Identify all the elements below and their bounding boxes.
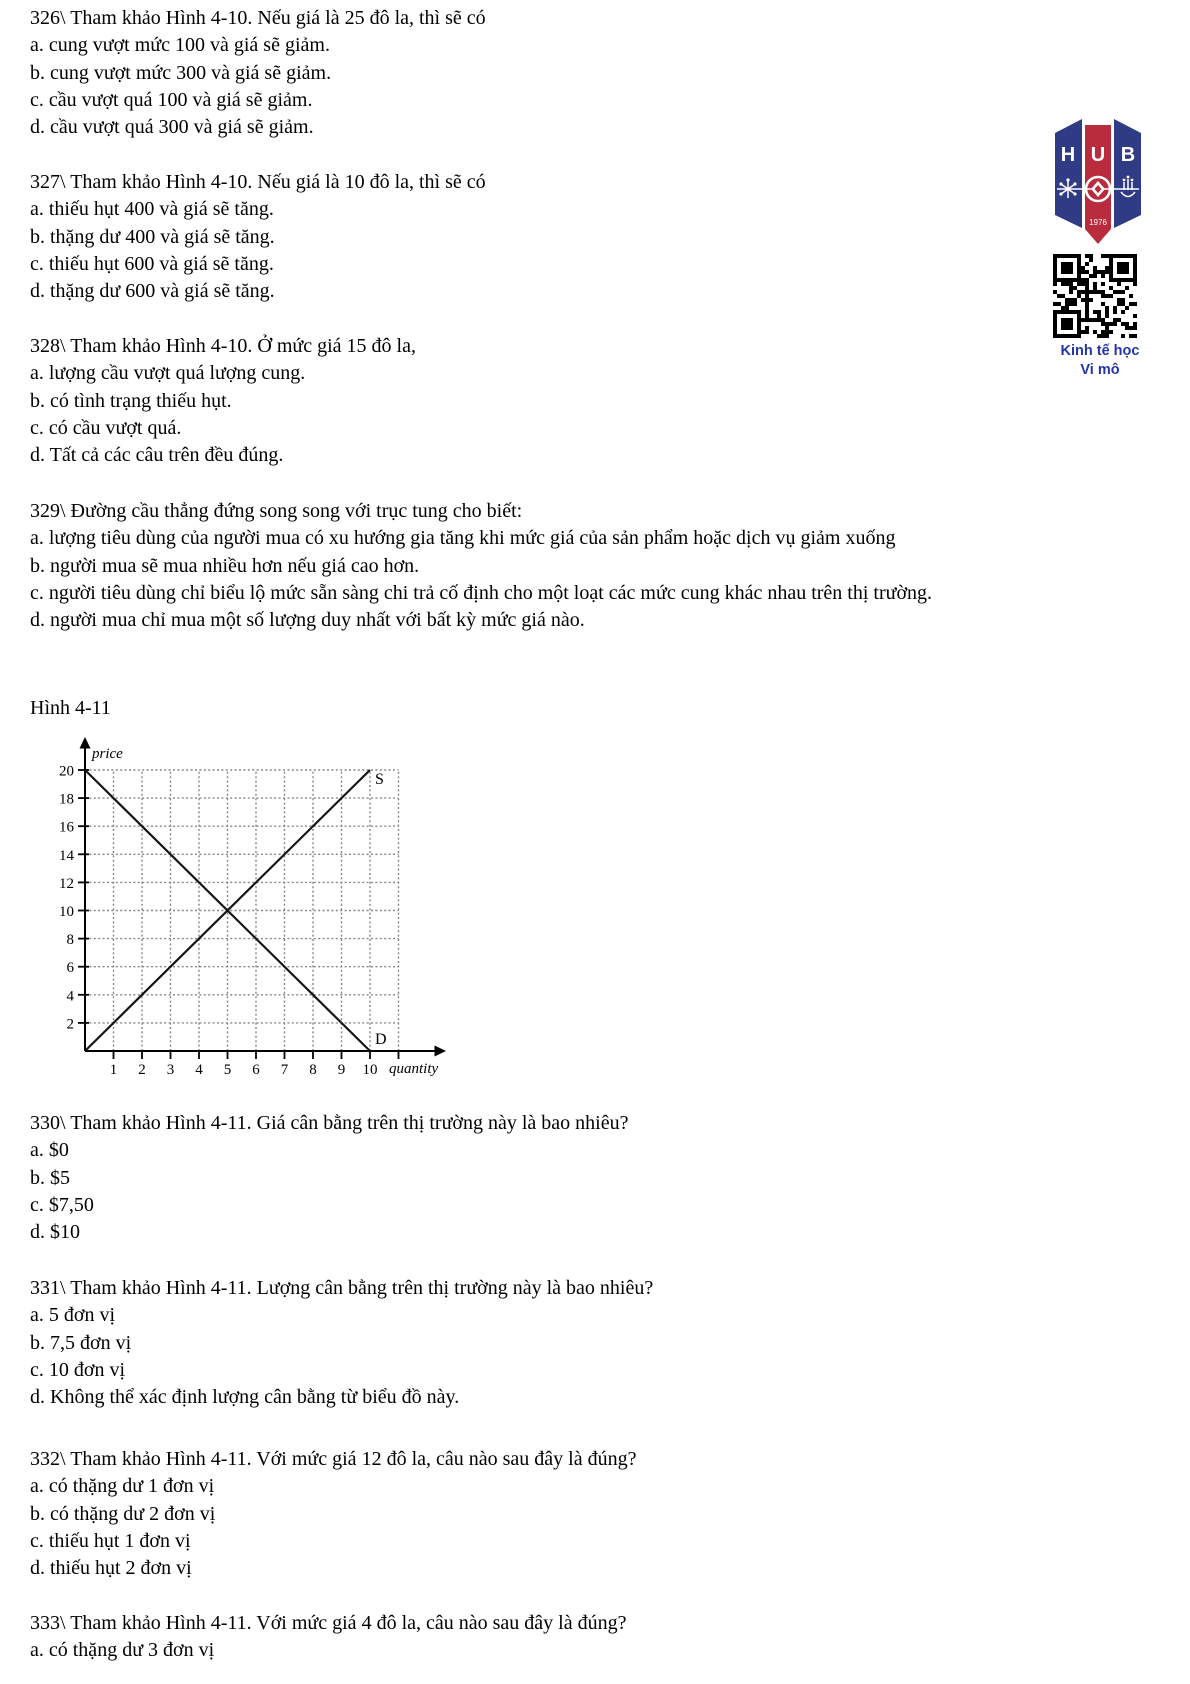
option-d: d. Tất cả các câu trên đều đúng. xyxy=(30,444,284,467)
option-d: d. người mua chỉ mua một số lượng duy nhất với bất kỳ mức giá nào. xyxy=(30,609,585,632)
option-d: d. $10 xyxy=(30,1221,80,1244)
option-b: b. thặng dư 400 và giá sẽ tăng. xyxy=(30,225,275,248)
svg-text:3: 3 xyxy=(166,1062,175,1078)
logo-letter-b: B xyxy=(1120,144,1136,166)
option-c: c. cầu vượt quá 100 và giá sẽ giảm. xyxy=(30,88,313,111)
option-c: c. thiếu hụt 1 đơn vị xyxy=(30,1529,191,1552)
option-c: c. $7,50 xyxy=(30,1193,94,1216)
option-d: d. Không thể xác định lượng cân bằng từ biểu đồ này. xyxy=(30,1386,460,1409)
option-c: c. người tiêu dùng chỉ biểu lộ mức sẵn sàng chi trả cố định cho một loạt các mức cung khác nhau trên thị trường. xyxy=(30,581,933,604)
svg-text:12: 12 xyxy=(59,875,74,892)
svg-text:quantity: quantity xyxy=(389,1061,439,1077)
option-b: b. người mua sẽ mua nhiều hơn nếu giá cao hơn. xyxy=(30,554,420,577)
question-331 xyxy=(30,1275,653,1411)
hub-university-logo xyxy=(1052,116,1144,248)
supply-demand-chart xyxy=(45,733,465,1085)
option-b: b. có thặng dư 2 đơn vị xyxy=(30,1502,216,1525)
svg-text:1: 1 xyxy=(109,1062,118,1078)
option-a: a. có thặng dư 1 đơn vị xyxy=(30,1475,215,1498)
option-a: a. thiếu hụt 400 và giá sẽ tăng. xyxy=(30,198,274,221)
logo-year: 1976 xyxy=(1089,218,1107,227)
question-text: 326\ Tham khảo Hình 4-10. Nếu giá là 25 đô la, thì sẽ có xyxy=(30,7,486,29)
option-c: c. thiếu hụt 600 và giá sẽ tăng. xyxy=(30,252,274,275)
question-330 xyxy=(30,1110,629,1246)
svg-text:8: 8 xyxy=(309,1062,317,1078)
question-text: 330\ Tham khảo Hình 4-11. Giá cân bằng trên thị trường này là bao nhiêu? xyxy=(30,1112,629,1134)
question-text: 333\ Tham khảo Hình 4-11. Với mức giá 4 đô la, câu nào sau đây là đúng? xyxy=(30,1612,627,1634)
option-b: b. có tình trạng thiếu hụt. xyxy=(30,389,232,412)
logo-right-stripe xyxy=(1114,119,1141,228)
svg-text:10: 10 xyxy=(362,1062,378,1078)
question-328 xyxy=(30,333,416,469)
option-c: c. có cầu vượt quá. xyxy=(30,416,182,439)
svg-text:2: 2 xyxy=(66,1016,74,1033)
option-a: a. $0 xyxy=(30,1139,69,1162)
svg-text:S: S xyxy=(375,771,384,788)
figure-title: Hình 4-11 xyxy=(30,697,111,719)
brand-caption-line1: Kinh tế học xyxy=(1060,343,1140,359)
question-text: 328\ Tham khảo Hình 4-10. Ở mức giá 15 đô la, xyxy=(30,335,416,357)
svg-text:20: 20 xyxy=(59,763,74,780)
svg-text:price: price xyxy=(92,746,123,762)
question-329 xyxy=(30,498,932,634)
option-b: b. $5 xyxy=(30,1166,70,1189)
qr-code xyxy=(1052,253,1138,339)
option-b: b. 7,5 đơn vị xyxy=(30,1331,132,1354)
question-333 xyxy=(30,1610,626,1665)
question-327 xyxy=(30,169,486,305)
option-b: b. cung vượt mức 300 và giá sẽ giảm. xyxy=(30,61,332,84)
svg-text:2: 2 xyxy=(138,1062,146,1078)
logo-left-stripe xyxy=(1055,119,1082,228)
question-326 xyxy=(30,5,486,141)
option-a: a. cung vượt mức 100 và giá sẽ giảm. xyxy=(30,34,330,57)
svg-text:9: 9 xyxy=(337,1062,346,1078)
option-a: a. lượng cầu vượt quá lượng cung. xyxy=(30,362,306,385)
brand-caption-line2: Vi mô xyxy=(1080,362,1120,378)
svg-text:4: 4 xyxy=(195,1062,203,1078)
question-text: 332\ Tham khảo Hình 4-11. Với mức giá 12 đô la, câu nào sau đây là đúng? xyxy=(30,1448,637,1470)
svg-text:18: 18 xyxy=(59,791,74,808)
logo-letter-h: H xyxy=(1060,144,1076,166)
brand-block xyxy=(1030,110,1170,400)
svg-text:8: 8 xyxy=(66,932,74,949)
svg-text:7: 7 xyxy=(280,1062,289,1078)
option-a: a. lượng tiêu dùng của người mua có xu hướng gia tăng khi mức giá của sản phẩm hoặc dịch vụ giảm xuống xyxy=(30,527,896,550)
option-d: d. cầu vượt quá 300 và giá sẽ giảm. xyxy=(30,116,314,139)
figure-chart xyxy=(45,733,465,1085)
question-text: 327\ Tham khảo Hình 4-10. Nếu giá là 10 đô la, thì sẽ có xyxy=(30,171,486,193)
option-d: d. thiếu hụt 2 đơn vị xyxy=(30,1557,192,1580)
svg-text:6: 6 xyxy=(66,960,74,977)
svg-text:10: 10 xyxy=(59,904,74,920)
question-text: 329\ Đường cầu thẳng đứng song song với trục tung cho biết: xyxy=(30,500,523,522)
svg-text:D: D xyxy=(375,1031,387,1048)
svg-text:16: 16 xyxy=(59,819,74,836)
question-text: 331\ Tham khảo Hình 4-11. Lượng cân bằng trên thị trường này là bao nhiêu? xyxy=(30,1277,654,1299)
option-c: c. 10 đơn vị xyxy=(30,1358,126,1381)
svg-text:5: 5 xyxy=(223,1062,232,1078)
svg-text:6: 6 xyxy=(252,1062,260,1078)
svg-text:14: 14 xyxy=(59,847,74,864)
question-332 xyxy=(30,1446,636,1582)
option-d: d. thặng dư 600 và giá sẽ tăng. xyxy=(30,280,275,303)
option-a: a. 5 đơn vị xyxy=(30,1304,116,1327)
logo-letter-u: U xyxy=(1090,144,1106,166)
option-a: a. có thặng dư 3 đơn vị xyxy=(30,1639,215,1662)
svg-text:4: 4 xyxy=(66,988,74,1005)
